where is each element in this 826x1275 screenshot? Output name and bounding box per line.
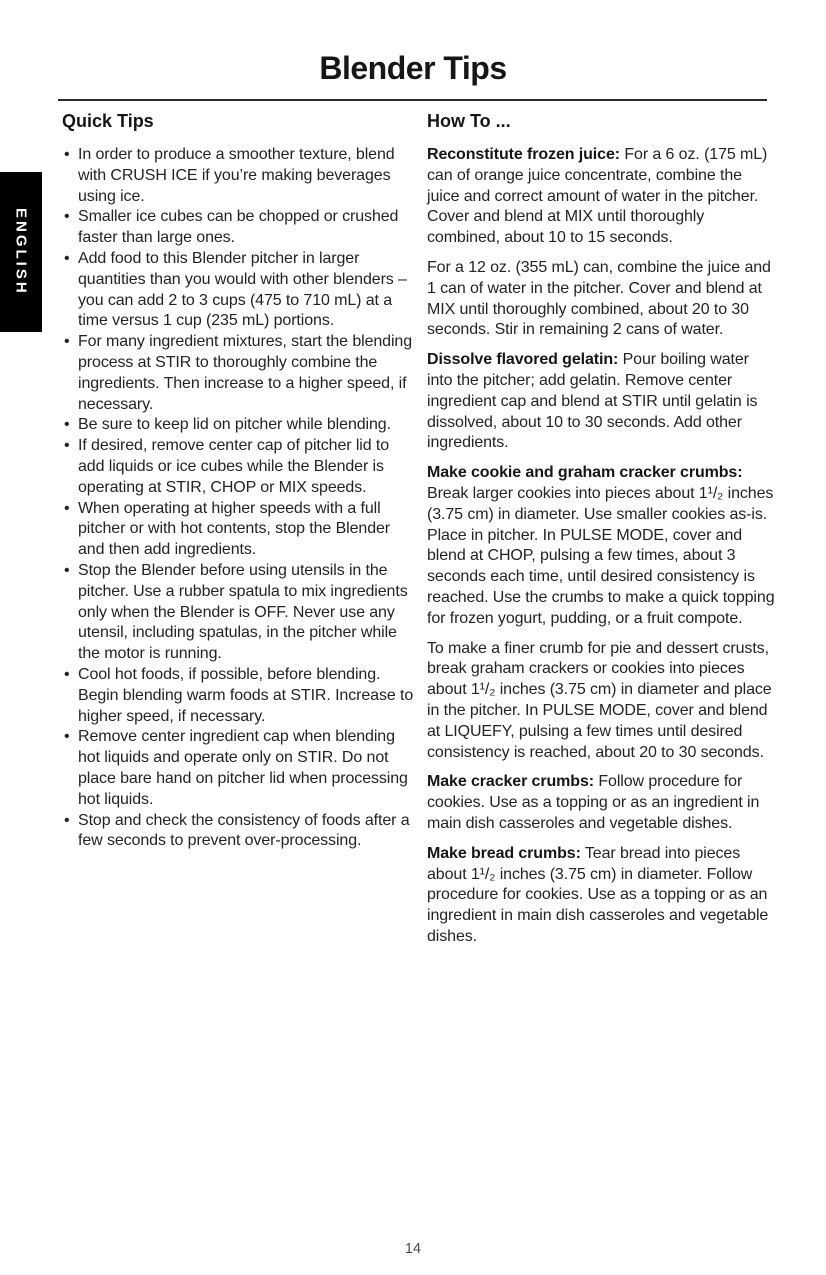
how-to-paragraph — [427, 350, 775, 454]
how-to-section — [427, 111, 775, 957]
section-text: Pour boiling water into the pitcher; add gelatin. Remove center ingredient cap and blend at STIR until gelatin is dissolved, about 10 to 30 seconds. Add other ingredients. — [427, 351, 758, 452]
how-to-paragraph — [427, 463, 775, 629]
list-item: • Be sure to keep lid on pitcher while blending. — [62, 415, 415, 436]
list-item: • Cool hot foods, if possible, before blending. Begin blending warm foods at STIR. Increase to higher speed, if necessary. — [62, 665, 415, 727]
section-text: Follow procedure for cookies. Use as a topping or as an ingredient in main dish casseroles and vegetable dishes. — [427, 773, 760, 832]
section-lead: Make bread crumbs: — [427, 844, 581, 862]
section-lead: Dissolve flavored gelatin: — [427, 351, 619, 369]
page-title: Blender Tips — [319, 50, 507, 86]
list-item: • In order to produce a smoother texture, blend with CRUSH ICE if you’re making beverages using ice. — [62, 145, 415, 207]
how-to-paragraph — [427, 772, 775, 834]
quick-tips-heading: Quick Tips — [62, 111, 154, 131]
how-to-paragraph — [427, 844, 775, 948]
page-content — [62, 111, 775, 957]
section-text: Break larger cookies into pieces about 1¹/₂ inches (3.75 cm) in diameter. Use smaller cookies as-is. Place in pitcher. In PULSE MODE, cover and blend at CHOP, pulsing a few times, about 3 seconds each time, until desired consistency is reached. Use the crumbs to make a quick topping for frozen yogurt, pudding, or a fruit compote. — [427, 484, 775, 627]
section-text: For a 12 oz. (355 mL) can, combine the juice and 1 can of water in the pitcher. Cover and blend at MIX until thoroughly combined, about 20 to 30 seconds. Stir in remaining 2 cans of water. — [427, 258, 771, 339]
language-tab — [0, 172, 42, 332]
how-to-paragraph — [427, 145, 775, 249]
quick-tips-list — [62, 145, 415, 852]
section-lead: Make cookie and graham cracker crumbs: — [427, 464, 743, 482]
header-divider — [58, 99, 767, 101]
how-to-paragraph — [427, 639, 775, 764]
list-item: • Stop and check the consistency of foods after a few seconds to prevent over-processing. — [62, 811, 415, 853]
how-to-heading: How To ... — [427, 111, 511, 131]
list-item: • For many ingredient mixtures, start the blending process at STIR to thoroughly combine the ingredients. Then increase to a higher speed, if necessary. — [62, 332, 415, 415]
how-to-paragraph — [427, 258, 775, 341]
section-text: To make a finer crumb for pie and dessert crusts, break graham crackers or cookies into pieces about 1¹/₂ inches (3.75 cm) in diameter and place in the pitcher. In PULSE MODE, cover and blend at LIQUEFY, pulsing a few times until desired consistency is reached, about 20 to 30 seconds. — [427, 639, 772, 761]
list-item: • Stop the Blender before using utensils in the pitcher. Use a rubber spatula to mix ingredients only when the Blender is OFF. Never use any utensil, including spatulas, in the pitcher while the motor is running. — [62, 561, 415, 665]
page-number: 14 — [404, 1241, 422, 1257]
section-lead: Make cracker crumbs: — [427, 773, 594, 791]
list-item: • Smaller ice cubes can be chopped or crushed faster than large ones. — [62, 207, 415, 249]
section-lead: Reconstitute frozen juice: — [427, 146, 620, 163]
list-item: • Remove center ingredient cap when blending hot liquids and operate only on STIR. Do not place bare hand on pitcher lid when processing hot liquids. — [62, 727, 415, 810]
list-item: • When operating at higher speeds with a full pitcher or with hot contents, stop the Blender and then add ingredients. — [62, 499, 415, 561]
list-item: • Add food to this Blender pitcher in larger quantities than you would with other blenders – you can add 2 to 3 cups (475 to 710 mL) at a time versus 1 cup (235 mL) portions. — [62, 249, 415, 332]
section-text: For a 6 oz. (175 mL) can of orange juice concentrate, combine the juice and correct amount of water in the pitcher. Cover and blend at MIX until thoroughly combined, about 10 to 15 seconds. — [427, 146, 768, 247]
language-tab-label: ENGLISH — [12, 208, 30, 296]
section-text: Tear bread into pieces about 1¹/₂ inches (3.75 cm) in diameter. Follow procedure for cookies. Use as a topping or as an ingredient in main dish casseroles and vegetable dishes. — [427, 844, 769, 945]
quick-tips-section — [62, 111, 415, 957]
list-item: • If desired, remove center cap of pitcher lid to add liquids or ice cubes while the Blender is operating at STIR, CHOP or MIX speeds. — [62, 436, 415, 498]
